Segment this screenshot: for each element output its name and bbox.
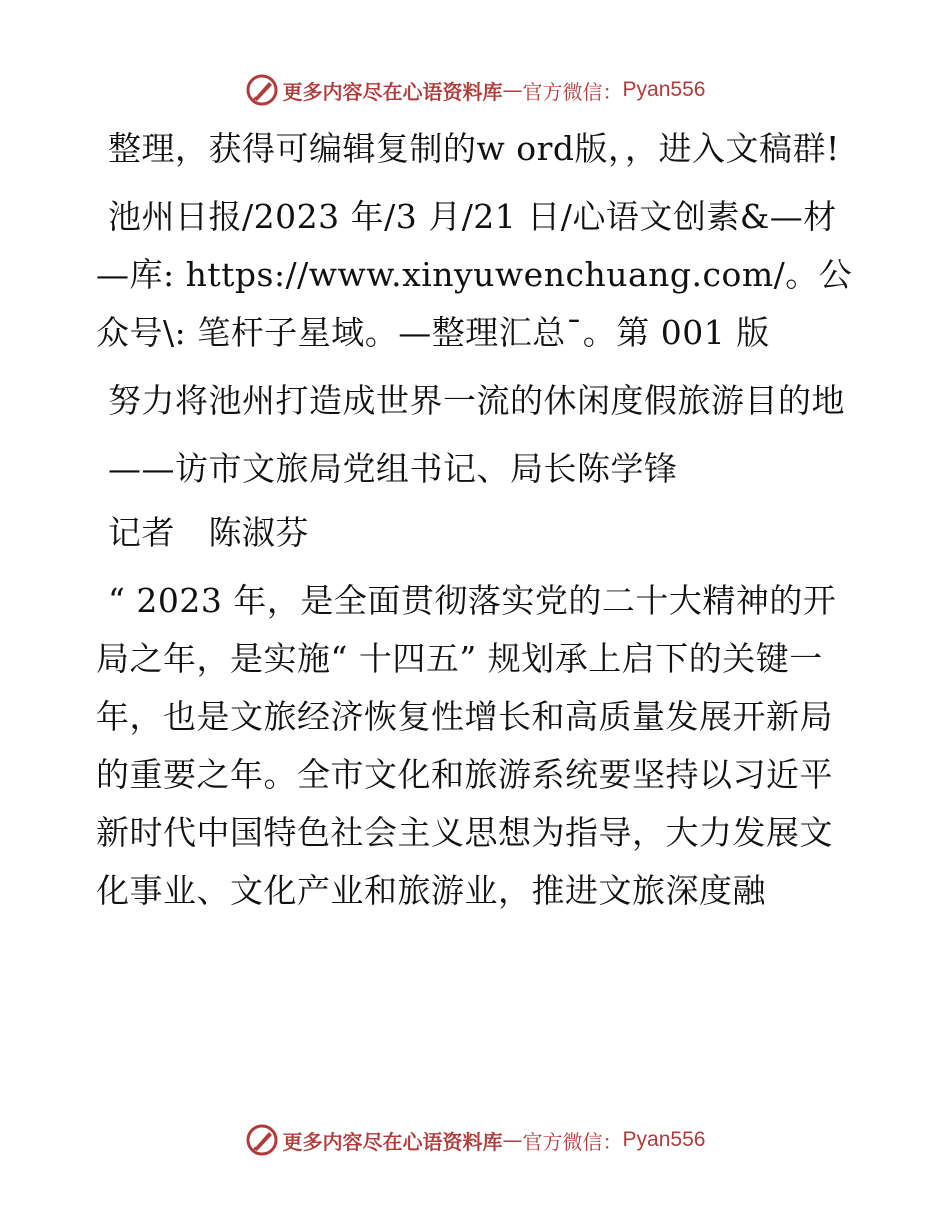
watermark-text: 更多内容尽在心语资料库 bbox=[282, 1129, 503, 1154]
quill-logo-icon bbox=[245, 1123, 279, 1157]
paragraph-source: 池州日报/2023 年/3 月/21 日/心语文创素&—材—库: https://www.xinyuwenchuang.com/。公众号\: 笔杆子星域。—整理汇总¯。第 001 版 bbox=[96, 197, 853, 352]
article-paragraph: “ 2023 年，是全面贯彻落实党的二十大精神的开局之年，是实施“ 十四五” 规划承上启下的关键一年，也是文旅经济恢复性增长和高质量发展开新局的重要之年。全市文化和旅游系统要坚持以习近平新时代中国特色社会主义思想为指导，大力发展文化事业、文化产业和旅游业，推进文旅深度融 bbox=[96, 581, 837, 910]
quill-logo-icon bbox=[245, 73, 279, 107]
paragraph-intro: 整理，获得可编辑复制的w ord版，，进入文稿群! bbox=[108, 129, 840, 168]
watermark-text: 更多内容尽在心语资料库 bbox=[282, 79, 503, 104]
watermark-banner-top bbox=[0, 70, 950, 110]
watermark-separator: — bbox=[502, 78, 523, 102]
watermark-wechat-id: Pyan556 bbox=[622, 78, 706, 101]
article-title: 努力将池州打造成世界一流的休闲度假旅游目的地 bbox=[108, 381, 845, 420]
watermark-wechat-label: 官方微信： bbox=[522, 79, 623, 104]
watermark-separator: — bbox=[502, 1128, 523, 1152]
article-byline: 记者 陈淑芬 bbox=[108, 513, 309, 552]
watermark-banner-bottom bbox=[0, 1120, 950, 1160]
watermark-wechat-label: 官方微信： bbox=[522, 1129, 623, 1154]
article-subtitle: ——访市文旅局党组书记、局长陈学锋 bbox=[108, 449, 678, 488]
document-body bbox=[96, 120, 856, 930]
watermark-wechat-id: Pyan556 bbox=[622, 1128, 706, 1151]
